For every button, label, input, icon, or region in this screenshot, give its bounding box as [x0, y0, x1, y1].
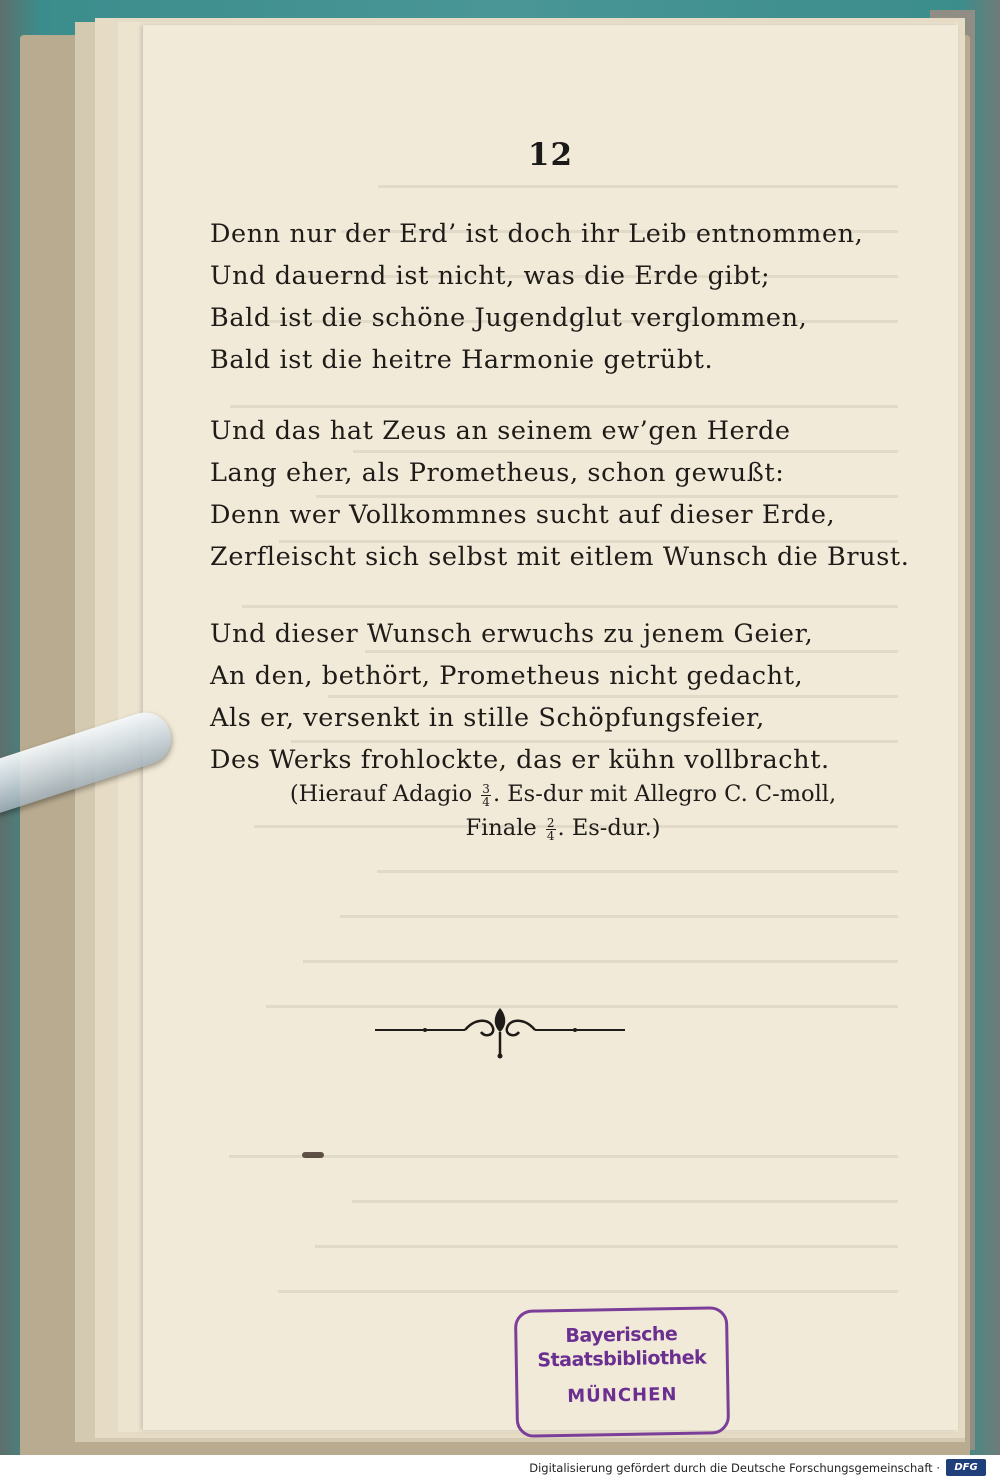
time-signature: [481, 783, 491, 808]
book-page: [143, 25, 958, 1430]
stamp-line: MÜNCHEN: [567, 1384, 678, 1407]
show-through-line: [315, 1245, 898, 1248]
library-stamp: [514, 1306, 730, 1438]
time-signature: [546, 817, 556, 842]
verse-line: Als er, versenkt in stille Schöpfungsfeier,: [210, 703, 765, 733]
dfg-logo-icon: DFG: [946, 1459, 986, 1476]
verse-line: Und dieser Wunsch erwuchs zu jenem Geier,: [210, 619, 814, 649]
show-through-line: [340, 915, 898, 918]
ornament-icon: [365, 1000, 635, 1060]
show-through-line: [229, 1155, 898, 1158]
verse-line: Und das hat Zeus an seinem ew’gen Herde: [210, 416, 791, 446]
fraction-numerator: 2: [546, 815, 555, 830]
page-number: 12: [527, 137, 574, 173]
fraction-denominator: 4: [546, 828, 555, 843]
show-through-line: [230, 405, 898, 408]
verse-line: Bald ist die heitre Harmonie getrübt.: [210, 345, 714, 375]
show-through-line: [303, 960, 898, 963]
stamp-line: Staatsbibliothek: [537, 1346, 707, 1372]
note-text: Finale: [465, 815, 537, 841]
verse-line: Und dauernd ist nicht, was die Erde gibt;: [210, 261, 771, 291]
verse-line: Des Werks frohlockte, das er kühn vollbracht.: [210, 745, 830, 775]
fraction-denominator: 4: [482, 794, 490, 809]
verse-line: Denn wer Vollkommnes sucht auf dieser Erde,: [210, 500, 836, 530]
digitization-footer: [0, 1455, 1000, 1481]
stage-direction-line: [253, 811, 873, 845]
show-through-line: [378, 185, 898, 188]
show-through-line: [377, 870, 898, 873]
note-text: . Es-dur.): [557, 815, 661, 841]
verse-line: Lang eher, als Prometheus, schon gewußt:: [210, 458, 785, 488]
note-text: . Es-dur mit Allegro C. C-moll,: [492, 781, 837, 807]
show-through-line: [278, 1290, 898, 1293]
verse-line: Denn nur der Erd’ ist doch ihr Leib entnommen,: [210, 219, 864, 249]
verse-line: Bald ist die schöne Jugendglut verglommen,: [210, 303, 808, 333]
stage-direction-line: [253, 777, 873, 811]
show-through-line: [242, 605, 898, 608]
footer-credit: Digitalisierung gefördert durch die Deutsche Forschungsgemeinschaft ·: [529, 1461, 940, 1475]
verse-line: An den, bethört, Prometheus nicht gedacht,: [210, 661, 804, 691]
stage-direction: [253, 777, 873, 845]
show-through-line: [352, 1200, 898, 1203]
note-text: (Hierauf Adagio: [289, 781, 473, 807]
ink-smudge: [302, 1152, 324, 1158]
verse-line: Zerfleischt sich selbst mit eitlem Wunsch die Brust.: [210, 542, 910, 572]
stanza-3: [210, 613, 830, 781]
stanza-2: [210, 410, 909, 578]
stanza-1: [210, 213, 863, 381]
fraction-numerator: 3: [482, 781, 490, 796]
stamp-line: Bayerische: [565, 1323, 678, 1347]
